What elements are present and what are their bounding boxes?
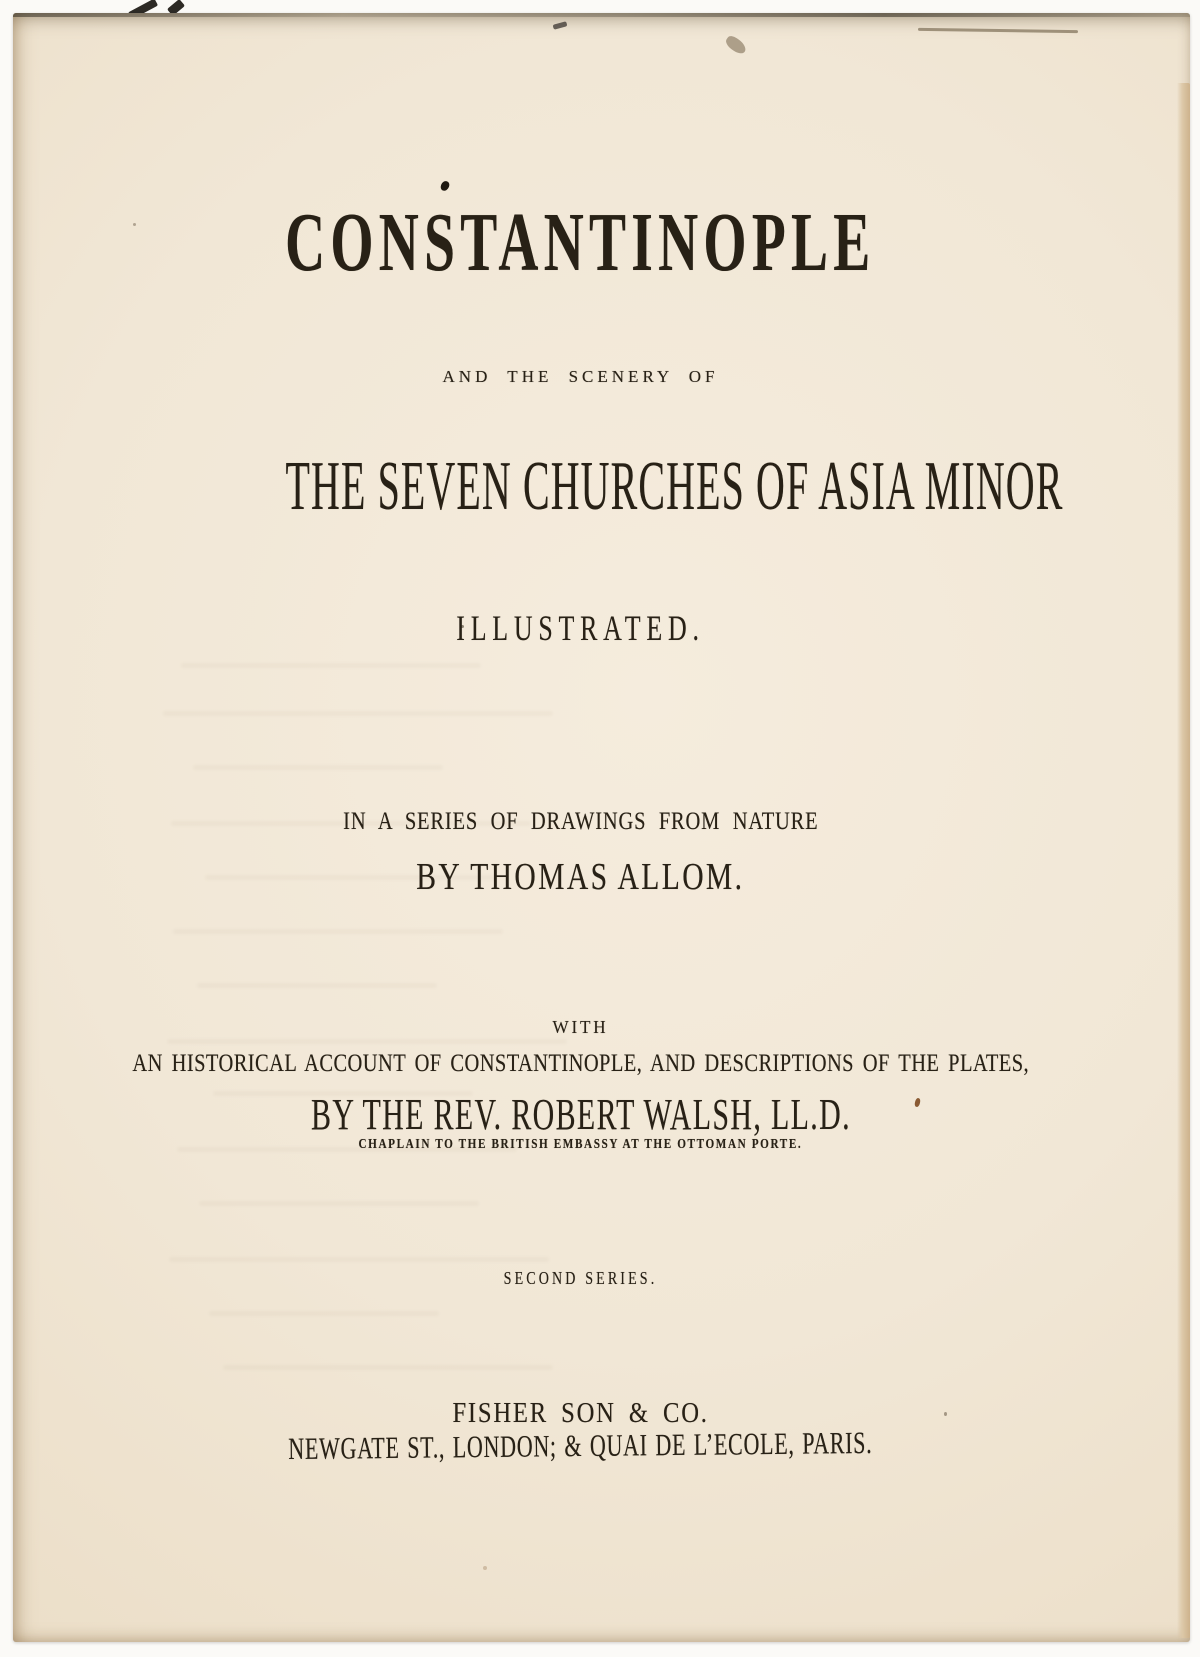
author-byline: BY THE REV. ROBERT WALSH, LL.D. bbox=[310, 1090, 851, 1139]
subtitle-title: THE SEVEN CHURCHES OF ASIA MINOR bbox=[285, 448, 1064, 525]
artist-byline: BY THOMAS ALLOM. bbox=[416, 856, 745, 898]
second-series-label: SECOND SERIES. bbox=[503, 1268, 658, 1288]
publisher-name: FISHER SON & CO. bbox=[452, 1398, 709, 1429]
book-block-edge bbox=[1177, 83, 1190, 1638]
drawings-series-line: IN A SERIES OF DRAWINGS FROM NATURE bbox=[342, 808, 819, 835]
scenery-connector-line: AND THE SCENERY OF bbox=[442, 367, 719, 386]
title-page bbox=[13, 13, 1190, 1642]
main-title: CONSTANTINOPLE bbox=[285, 196, 876, 289]
historical-account-line: AN HISTORICAL ACCOUNT OF CONSTANTINOPLE, AND DESCRIPTIONS OF THE PLATES, bbox=[132, 1050, 1029, 1077]
author-title-line: CHAPLAIN TO THE BRITISH EMBASSY AT THE OTTOMAN PORTE. bbox=[358, 1137, 803, 1152]
publisher-address: NEWGATE ST., LONDON; & QUAI DE L’ECOLE, PARIS. bbox=[288, 1424, 873, 1467]
illustrated-line: ILLUSTRATED. bbox=[456, 608, 705, 648]
with-word: WITH bbox=[552, 1017, 609, 1037]
printed-text bbox=[0, 13, 1169, 1642]
